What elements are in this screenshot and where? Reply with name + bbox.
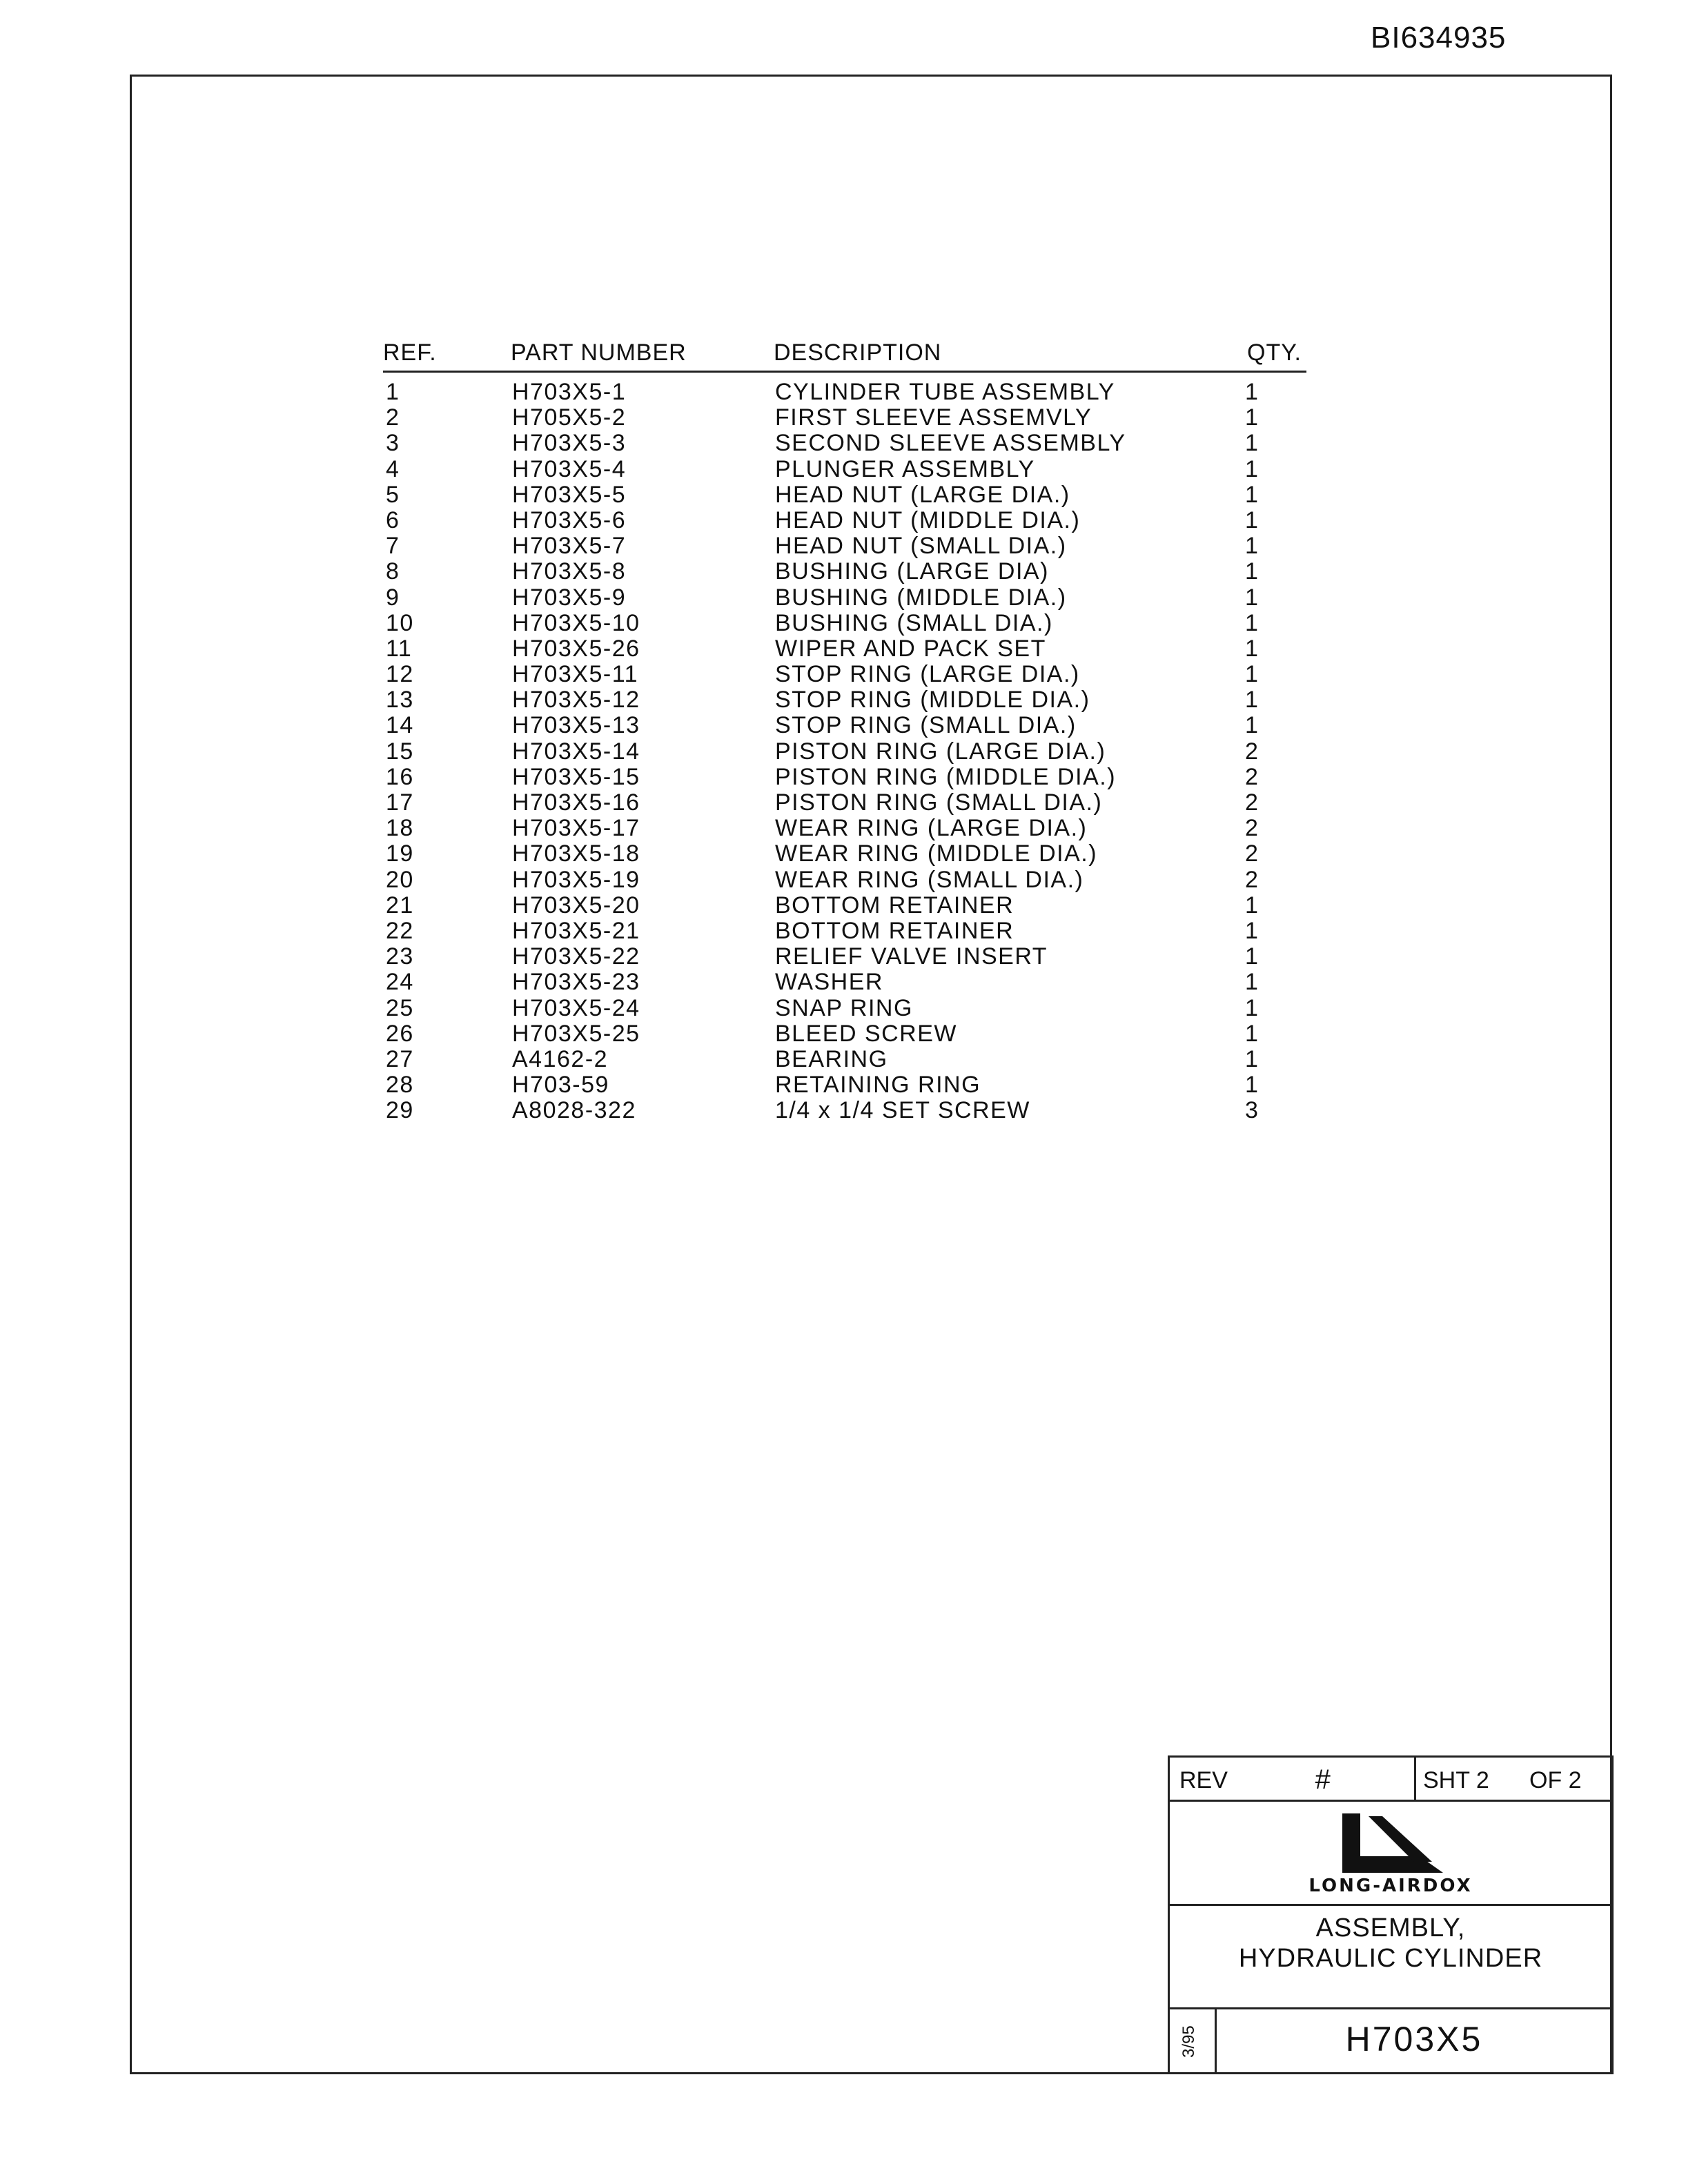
- row-ref: 1: [386, 379, 400, 405]
- row-qty: 1: [1245, 558, 1259, 585]
- row-part-number: H703X5-19: [512, 866, 640, 893]
- parts-list: [383, 340, 1306, 1124]
- row-ref: 10: [386, 609, 414, 636]
- row-part-number: H703X5-17: [512, 815, 640, 842]
- row-description: WEAR RING (LARGE DIA.): [775, 815, 1088, 842]
- row-ref: 25: [386, 994, 414, 1021]
- row-part-number: H703X5-8: [512, 558, 627, 585]
- row-description: STOP RING (SMALL DIA.): [775, 712, 1077, 739]
- row-part-number: H703X5-5: [512, 481, 627, 508]
- parts-list-rows: [383, 380, 1306, 1123]
- row-part-number: H703X5-22: [512, 943, 640, 970]
- row-qty: 2: [1245, 840, 1259, 867]
- date-cell: [1170, 2009, 1217, 2074]
- table-row: [383, 816, 1306, 841]
- row-qty: 1: [1245, 994, 1259, 1021]
- row-ref: 21: [386, 892, 414, 918]
- table-row: [383, 1047, 1306, 1072]
- row-part-number: H705X5-2: [512, 404, 627, 431]
- table-row: [383, 765, 1306, 790]
- row-ref: 15: [386, 738, 414, 765]
- row-description: CYLINDER TUBE ASSEMBLY: [775, 379, 1115, 405]
- row-qty: 1: [1245, 661, 1259, 688]
- row-ref: 8: [386, 558, 400, 585]
- row-description: BUSHING (LARGE DIA): [775, 558, 1049, 585]
- row-description: WEAR RING (SMALL DIA.): [775, 866, 1084, 893]
- row-part-number: A4162-2: [512, 1045, 609, 1072]
- row-description: BUSHING (SMALL DIA.): [775, 609, 1053, 636]
- revision-row: [1170, 1758, 1611, 1802]
- table-row: [383, 380, 1306, 405]
- sheet-number: SHT 2: [1423, 1767, 1489, 1793]
- row-qty: 3: [1245, 1097, 1259, 1124]
- document-id: BI634935: [1371, 21, 1507, 55]
- table-row: [383, 893, 1306, 918]
- row-part-number: H703X5-18: [512, 840, 640, 867]
- row-qty: 2: [1245, 815, 1259, 842]
- long-airdox-logo-icon: [1342, 1813, 1443, 1873]
- row-description: BOTTOM RETAINER: [775, 892, 1014, 918]
- row-part-number: H703X5-24: [512, 994, 640, 1021]
- row-part-number: H703X5-16: [512, 789, 640, 816]
- header-description: DESCRIPTION: [774, 340, 942, 366]
- row-qty: 1: [1245, 609, 1259, 636]
- drawing-number-row: [1170, 2009, 1611, 2074]
- row-description: WEAR RING (MIDDLE DIA.): [775, 840, 1098, 867]
- drawing-title: [1170, 1906, 1611, 2009]
- table-row: [383, 533, 1306, 559]
- row-part-number: H703X5-12: [512, 687, 640, 714]
- logo-row: [1170, 1800, 1611, 1906]
- table-row: [383, 713, 1306, 738]
- row-qty: 1: [1245, 892, 1259, 918]
- row-description: 1/4 x 1/4 SET SCREW: [775, 1097, 1030, 1124]
- table-row: [383, 585, 1306, 611]
- table-row: [383, 611, 1306, 636]
- table-row: [383, 431, 1306, 456]
- row-ref: 6: [386, 506, 400, 533]
- rev-value: #: [1315, 1764, 1331, 1795]
- logo-text: LONG-AIRDOX: [1308, 1876, 1473, 1896]
- table-row: [383, 559, 1306, 584]
- row-description: BLEED SCREW: [775, 1020, 957, 1047]
- row-qty: 2: [1245, 789, 1259, 816]
- row-qty: 1: [1245, 506, 1259, 533]
- row-part-number: H703X5-7: [512, 533, 627, 560]
- row-ref: 22: [386, 917, 414, 944]
- table-row: [383, 687, 1306, 713]
- table-row: [383, 1098, 1306, 1123]
- row-ref: 14: [386, 712, 414, 739]
- row-ref: 26: [386, 1020, 414, 1047]
- table-row: [383, 944, 1306, 970]
- row-qty: 1: [1245, 917, 1259, 944]
- table-row: [383, 482, 1306, 508]
- row-part-number: H703X5-20: [512, 892, 640, 918]
- table-row: [383, 841, 1306, 867]
- row-ref: 13: [386, 687, 414, 714]
- row-qty: 1: [1245, 455, 1259, 482]
- row-part-number: H703X5-15: [512, 763, 640, 790]
- row-qty: 1: [1245, 1072, 1259, 1099]
- drawing-date: 3/95: [1179, 2025, 1198, 2058]
- row-qty: 2: [1245, 866, 1259, 893]
- row-ref: 17: [386, 789, 414, 816]
- row-qty: 2: [1245, 738, 1259, 765]
- row-ref: 7: [386, 533, 400, 560]
- row-qty: 1: [1245, 943, 1259, 970]
- row-part-number: H703X5-9: [512, 584, 627, 611]
- row-description: SNAP RING: [775, 994, 913, 1021]
- table-row: [383, 662, 1306, 687]
- row-ref: 12: [386, 661, 414, 688]
- row-qty: 1: [1245, 430, 1259, 457]
- title-line-2: HYDRAULIC CYLINDER: [1238, 1944, 1543, 1973]
- row-qty: 1: [1245, 404, 1259, 431]
- row-description: RETAINING RING: [775, 1072, 981, 1099]
- row-description: FIRST SLEEVE ASSEMVLY: [775, 404, 1092, 431]
- sheet-total: OF 2: [1529, 1767, 1582, 1793]
- row-description: HEAD NUT (SMALL DIA.): [775, 533, 1067, 560]
- title-block: [1168, 1755, 1614, 2074]
- row-part-number: H703X5-6: [512, 506, 627, 533]
- table-row: [383, 1072, 1306, 1098]
- table-row: [383, 996, 1306, 1021]
- row-part-number: H703X5-10: [512, 609, 640, 636]
- title-line-1: ASSEMBLY,: [1315, 1914, 1466, 1942]
- row-qty: 1: [1245, 1020, 1259, 1047]
- row-ref: 29: [386, 1097, 414, 1124]
- row-ref: 19: [386, 840, 414, 867]
- row-qty: 1: [1245, 379, 1259, 405]
- table-row: [383, 636, 1306, 662]
- row-ref: 20: [386, 866, 414, 893]
- table-row: [383, 867, 1306, 893]
- row-description: HEAD NUT (MIDDLE DIA.): [775, 506, 1081, 533]
- table-row: [383, 918, 1306, 944]
- row-ref: 9: [386, 584, 400, 611]
- row-ref: 3: [386, 430, 400, 457]
- row-description: WASHER: [775, 969, 883, 996]
- row-ref: 16: [386, 763, 414, 790]
- row-part-number: H703X5-1: [512, 379, 627, 405]
- row-ref: 5: [386, 481, 400, 508]
- row-part-number: H703X5-21: [512, 917, 640, 944]
- row-qty: 1: [1245, 687, 1259, 714]
- row-ref: 11: [386, 635, 413, 662]
- row-description: STOP RING (MIDDLE DIA.): [775, 687, 1090, 714]
- row-description: PISTON RING (MIDDLE DIA.): [775, 763, 1117, 790]
- row-ref: 28: [386, 1072, 414, 1099]
- table-row: [383, 790, 1306, 816]
- parts-list-header: [383, 340, 1306, 374]
- row-part-number: H703X5-23: [512, 969, 640, 996]
- row-description: WIPER AND PACK SET: [775, 635, 1046, 662]
- row-ref: 24: [386, 969, 414, 996]
- row-ref: 27: [386, 1045, 414, 1072]
- header-ref: REF.: [383, 340, 437, 366]
- row-qty: 1: [1245, 635, 1259, 662]
- row-qty: 1: [1245, 533, 1259, 560]
- row-description: SECOND SLEEVE ASSEMBLY: [775, 430, 1126, 457]
- row-part-number: H703-59: [512, 1072, 609, 1099]
- sheet-cell: [1414, 1758, 1611, 1800]
- row-qty: 1: [1245, 584, 1259, 611]
- drawing-number: H703X5: [1345, 2020, 1483, 2058]
- row-qty: 1: [1245, 712, 1259, 739]
- row-description: PISTON RING (SMALL DIA.): [775, 789, 1103, 816]
- header-qty: QTY.: [1247, 340, 1302, 366]
- row-part-number: H703X5-25: [512, 1020, 640, 1047]
- table-row: [383, 739, 1306, 765]
- row-part-number: H703X5-11: [512, 661, 638, 688]
- row-qty: 1: [1245, 1045, 1259, 1072]
- row-part-number: A8028-322: [512, 1097, 636, 1124]
- table-row: [383, 405, 1306, 431]
- row-part-number: H703X5-4: [512, 455, 627, 482]
- row-description: BEARING: [775, 1045, 888, 1072]
- row-description: RELIEF VALVE INSERT: [775, 943, 1048, 970]
- rev-label: REV: [1179, 1767, 1228, 1793]
- row-description: PISTON RING (LARGE DIA.): [775, 738, 1106, 765]
- header-rule: [383, 371, 1306, 373]
- row-part-number: H703X5-26: [512, 635, 640, 662]
- row-ref: 2: [386, 404, 400, 431]
- row-description: HEAD NUT (LARGE DIA.): [775, 481, 1070, 508]
- header-part-number: PART NUMBER: [511, 340, 687, 366]
- row-part-number: H703X5-14: [512, 738, 640, 765]
- row-ref: 4: [386, 455, 400, 482]
- row-qty: 1: [1245, 481, 1259, 508]
- row-qty: 1: [1245, 969, 1259, 996]
- row-ref: 18: [386, 815, 414, 842]
- row-qty: 2: [1245, 763, 1259, 790]
- row-description: BOTTOM RETAINER: [775, 917, 1014, 944]
- table-row: [383, 1021, 1306, 1047]
- row-ref: 23: [386, 943, 414, 970]
- row-description: STOP RING (LARGE DIA.): [775, 661, 1080, 688]
- row-description: PLUNGER ASSEMBLY: [775, 455, 1035, 482]
- row-part-number: H703X5-13: [512, 712, 640, 739]
- table-row: [383, 508, 1306, 533]
- table-row: [383, 970, 1306, 995]
- table-row: [383, 457, 1306, 482]
- row-description: BUSHING (MIDDLE DIA.): [775, 584, 1067, 611]
- row-part-number: H703X5-3: [512, 430, 627, 457]
